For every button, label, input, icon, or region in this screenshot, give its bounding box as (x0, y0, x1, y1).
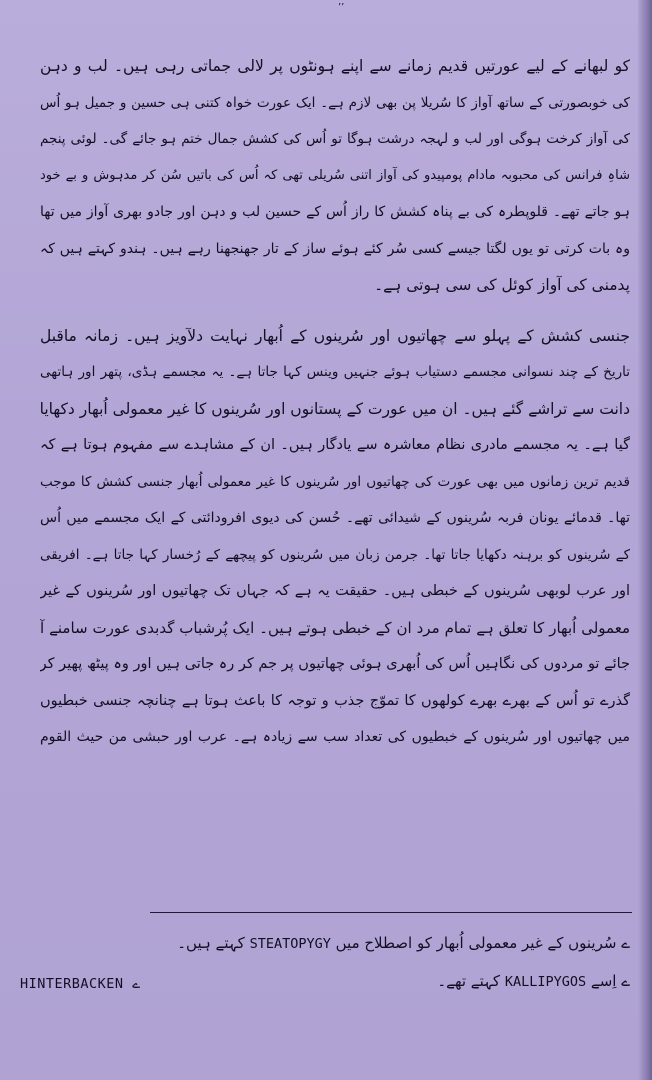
text-line: تاریخ کے چند نسوانی مجسمے دستیاب ہوئے جنہیں وینس کہا جاتا ہے۔ یہ مجسمے ہڈی، پتھر اور ہاتھی (40, 364, 630, 380)
text-line: پدمنی کی آواز کوئل کی سی ہوتی ہے۔ (374, 276, 630, 294)
text-line: معمولی اُبھار کا تعلق ہے تمام مرد ان کے خبطی ہوتے ہیں۔ ایک پُرشباب گدبدی عورت سامنے آ (40, 618, 630, 637)
body-text (40, 48, 630, 756)
footnote-1-prefix: ے سُرینوں کے غیر معمولی اُبھار کو اصطلاح میں (335, 934, 630, 952)
footnote-2-term: KALLIPYGOS (504, 974, 587, 990)
footnote-2 (437, 972, 630, 990)
text-line: وہ بات کرتی تو یوں لگتا جیسے کسی سُر کئے ہوئے ساز کے تار جھنجھنا رہے ہیں۔ ہندو کہتے ہیں کہ (40, 240, 630, 257)
footnote-divider (150, 912, 632, 913)
text-line: قدیم ترین زمانوں میں بھی عورت کی چھاتیوں اور سُرینوں کا غیر معمولی اُبھار جنسی کشش کا موجب (40, 473, 630, 490)
footnote-1-term: STEATOPYGY (249, 936, 331, 952)
text-line: شاہِ فرانس کی محبوبہ مادام پومپیدو کی آواز اتنی سُریلی تھی کہ اُس کی باتیں سُن کر مدہوش و بے خود (40, 167, 630, 183)
footnote-1 (150, 930, 630, 957)
footnote-2-suffix: کہتے تھے۔ (437, 972, 501, 990)
text-line: کی آواز کرخت ہوگی اور لب و لہجہ درشت ہوگا تو اُس کی کشش جمال ختم ہو جائے گی۔ لوئی پنجم (40, 131, 630, 147)
text-line: جائے تو مردوں کی نگاہیں اُس کی اُبھری ہوئی چھاتیوں پر جم کر رہ جاتی ہیں اور وہ پیٹھ پھیر کر (40, 656, 630, 672)
paragraph-gap (40, 304, 630, 318)
footnote-1-suffix: کہتے ہیں۔ (177, 934, 245, 952)
text-line: کو لبھانے کے لیے عورتیں قدیم زمانے سے اپنے ہونٹوں پر لالی جماتی رہی ہیں۔ لب و دہن (40, 57, 630, 75)
text-line: میں چھاتیوں اور سُرینوں کے خبطیوں کی تعداد سب سے زیادہ ہے۔ عرب اور حبشی من حیث القوم (40, 729, 630, 745)
text-line: دانت سے تراشے گئے ہیں۔ ان میں عورت کے پستانوں اور سُرینوں کا غیر معمولی اُبھار دکھایا (40, 399, 630, 418)
text-line: گیا ہے۔ یہ مجسمے مادری نظام معاشرہ سے یادگار ہیں۔ ان کے مشاہدے سے مفہوم ہوتا ہے کہ (40, 437, 630, 453)
text-line: جنسی کشش کے پہلو سے چھاتیوں اور سُرینوں کے اُبھار نہایت دلآویز ہیں۔ زمانہ ماقبل (40, 326, 630, 345)
footnote-3 (20, 976, 140, 992)
text-line: ہو جاتے تھے۔ قلوپطرہ کی بے پناہ کشش کا راز اُس کے حسین لب و دہن اور جادو بھری آواز میں تھا (40, 204, 630, 220)
text-line: تھا۔ قدمائے یونان فربہ سُرینوں کے شیدائی تھے۔ حُسن کی دیوی افرودائتی کے ایک مجسمے میں اُس (40, 510, 630, 526)
top-mark: ’’ (338, 2, 345, 13)
text-line: کے سُرینوں کو برہنہ دکھایا جاتا تھا۔ جرمن زبان میں سُرینوں کو پیچھے کے رُخسار کہا جاتا ہے۔ افریقی (40, 546, 630, 563)
footnote-row (20, 972, 630, 1002)
footnote-3-prefix: ے (132, 976, 141, 992)
text-line: کی خوبصورتی کے ساتھ آواز کا سُریلا پن بھی لازم ہے۔ ایک عورت خواہ کتنی ہی حسین و جمیل ہو اُس (40, 94, 630, 111)
text-line: گذرے تو اُس کے بھرے بھرے کولھوں کا تموّج جذب و توجہ کا باعث ہوتا ہے چنانچہ جنسی خبطیوں (40, 692, 630, 709)
footnote-2-prefix: ے اِسے (590, 972, 630, 990)
page-edge-shadow (638, 0, 652, 1080)
footnote-3-term: HINTERBACKEN (20, 976, 124, 992)
text-line: اور عرب لوبھی سُرینوں کے خبطی ہیں۔ حقیقت یہ ہے کہ جہاں تک چھاتیوں اور سُرینوں کے غیر (40, 583, 630, 599)
